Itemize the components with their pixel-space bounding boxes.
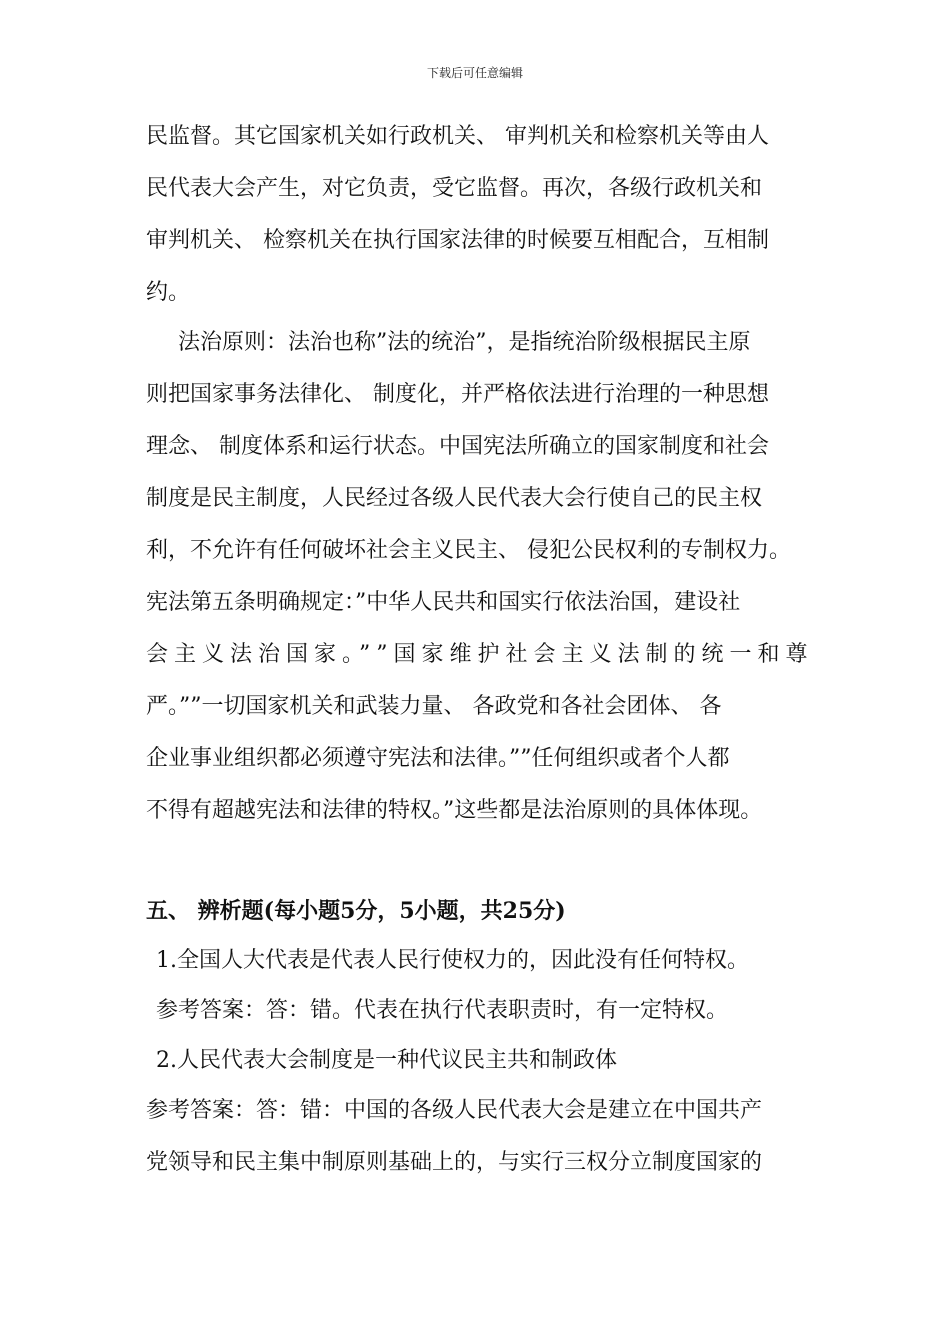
answer-item: 参考答案：答：错：中国的各级人民代表大会是建立在中国共产 [146,1098,763,1123]
paragraph-line: 审判机关、 检察机关在执行国家法律的时候要互相配合，互相制 [146,228,769,253]
paragraph-line: 则把国家事务法律化、 制度化，并严格依法进行治理的一种思想 [146,382,769,407]
paragraph-line: 法治原则：法治也称”法的统治”，是指统治阶级根据民主原 [178,330,751,355]
paragraph-line: 民代表大会产生，对它负责，受它监督。再次，各级行政机关和 [146,176,763,201]
question-item: 1.全国人大代表是代表人民行使权力的，因此没有任何特权。 [156,948,749,973]
paragraph-line: 民监督。其它国家机关如行政机关、 审判机关和检察机关等由人 [146,124,769,149]
question-item: 2.人民代表大会制度是一种代议民主共和制政体 [156,1048,617,1073]
paragraph-line: 宪法第五条明确规定：”中华人民共和国实行依法治国，建设社 [146,590,741,615]
answer-item: 党领导和民主集中制原则基础上的，与实行三权分立制度国家的 [146,1150,763,1175]
paragraph-line: 约。 [146,280,191,305]
page-header: 下载后可任意编辑 [426,66,523,80]
paragraph-line: 会主义法治国家。””国家维护社会主义法制的统一和尊 [146,642,814,667]
paragraph-line: 不得有超越宪法和法律的特权。”这些都是法治原则的具体体现。 [146,798,763,823]
answer-item: 参考答案：答：错。代表在执行代表职责时，有一定特权。 [156,998,729,1023]
paragraph-line: 理念、 制度体系和运行状态。中国宪法所确立的国家制度和社会 [146,434,769,459]
paragraph-line: 企业事业组织都必须遵守宪法和法律。””任何组织或者个人都 [146,746,730,771]
section-title: 五、 辨析题(每小题5分，5小题，共25分) [146,898,566,924]
paragraph-line: 利，不允许有任何破坏社会主义民主、 侵犯公民权利的专制权力。 [146,538,791,563]
paragraph-line: 制度是民主制度，人民经过各级人民代表大会行使自己的民主权 [146,486,763,511]
paragraph-line: 严。””一切国家机关和武装力量、 各政党和各社会团体、 各 [146,694,722,719]
